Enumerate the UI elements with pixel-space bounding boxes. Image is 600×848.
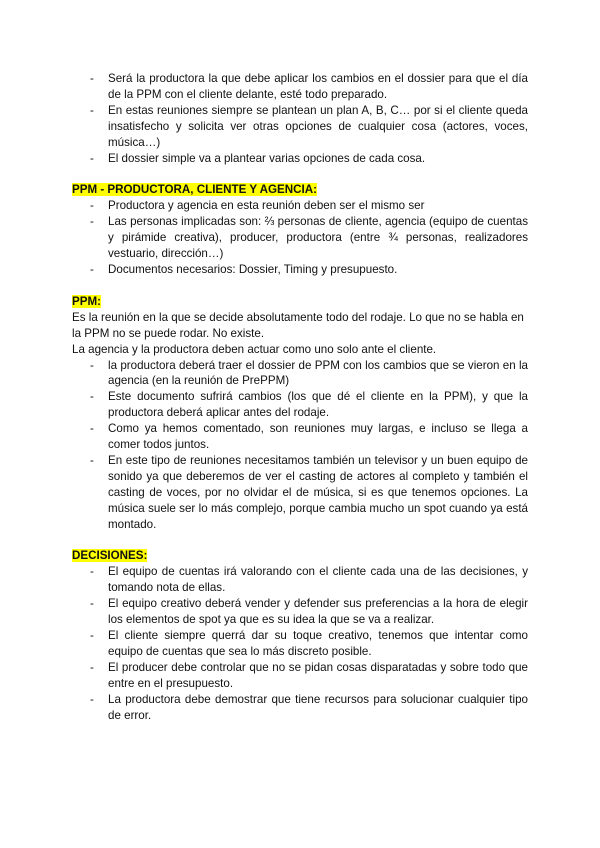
bullet-dash: - bbox=[90, 151, 94, 165]
list-item bbox=[72, 692, 528, 724]
list-item-text: Este documento sufrirá cambios (los que dé el cliente en la PPM), y que la productora deberá aplicar antes del rodaje. bbox=[108, 390, 528, 420]
section bbox=[72, 71, 528, 166]
document-body bbox=[72, 71, 528, 723]
list-item bbox=[72, 262, 528, 278]
section bbox=[72, 294, 528, 533]
heading-highlight: PPM - PRODUCTORA, CLIENTE Y AGENCIA: bbox=[72, 183, 317, 197]
list-item-text: La productora debe demostrar que tiene recursos para solucionar cualquier tipo de error. bbox=[108, 692, 528, 722]
list-item bbox=[72, 421, 528, 453]
list-item-text: El equipo de cuentas irá valorando con el cliente cada una de las decisiones, y tomando nota de ellas. bbox=[108, 565, 528, 595]
list-item-text: En este tipo de reuniones necesitamos también un televisor y un buen equipo de sonido ya que deberemos de ver el casting de actores al completo y también el casting de voces, por no olvidar el de música, si es que tenemos opciones. La música suele ser lo más complejo, porque cambia mucho un spot cuando ya está montado. bbox=[108, 453, 528, 531]
list-item-text: Productora y agencia en esta reunión deben ser el mismo ser bbox=[108, 199, 425, 213]
bullet-dash: - bbox=[90, 422, 94, 436]
list-item bbox=[72, 71, 528, 103]
list-item-text: Será la productora la que debe aplicar los cambios en el dossier para que el día de la PPM con el cliente delante, esté todo preparado. bbox=[108, 72, 528, 101]
list-item bbox=[72, 660, 528, 692]
section-heading bbox=[72, 294, 528, 310]
bullet-dash: - bbox=[90, 199, 94, 213]
section-heading bbox=[72, 548, 528, 564]
section bbox=[72, 182, 528, 277]
list-item-text: El cliente siempre querrá dar su toque creativo, tenemos que intentar como equipo de cuentas que sea lo más discreto posible. bbox=[108, 629, 528, 658]
list-item-text: la productora deberá traer el dossier de PPM con los cambios que se vieron en la agencia (en la reunión de PrePPM) bbox=[108, 358, 528, 388]
list-item-text: El dossier simple va a plantear varias opciones de cada cosa. bbox=[108, 151, 426, 165]
paragraph: La agencia y la productora deben actuar como uno solo ante el cliente. bbox=[72, 342, 437, 356]
list-item-text: El producer debe controlar que no se pidan cosas disparatadas y sobre todo que entre en el presupuesto. bbox=[108, 660, 528, 690]
list-item-text: Las personas implicadas son: ⅔ personas de cliente, agencia (equipo de cuentas y pirámide creativa), producer, productora (entre ¾ personas, realizadores vestuario, dirección…) bbox=[108, 215, 528, 261]
bullet-dash: - bbox=[90, 72, 94, 85]
bullet-dash: - bbox=[90, 692, 94, 706]
list-item bbox=[72, 103, 528, 151]
list-item bbox=[72, 628, 528, 660]
bullet-dash: - bbox=[90, 390, 94, 404]
bullet-list bbox=[72, 198, 528, 278]
bullet-dash: - bbox=[90, 453, 94, 467]
list-item bbox=[72, 596, 528, 628]
list-item bbox=[72, 453, 528, 533]
list-item-text: Documentos necesarios: Dossier, Timing y presupuesto. bbox=[108, 262, 398, 276]
heading-highlight: PPM: bbox=[72, 294, 101, 308]
list-item bbox=[72, 358, 528, 390]
list-item-text: El equipo creativo deberá vender y defender sus preferencias a la hora de elegir los elementos de spot ya que es su idea la que se va a realizar. bbox=[108, 597, 528, 627]
bullet-list bbox=[72, 564, 528, 723]
heading-highlight: DECISIONES: bbox=[72, 549, 148, 563]
bullet-dash: - bbox=[90, 262, 94, 276]
bullet-dash: - bbox=[90, 565, 94, 579]
bullet-dash: - bbox=[90, 215, 94, 229]
bullet-dash: - bbox=[90, 597, 94, 611]
list-item bbox=[72, 564, 528, 596]
list-item bbox=[72, 151, 528, 167]
paragraph: Es la reunión en la que se decide absolutamente todo del rodaje. Lo que no se habla en la PPM no se puede rodar. No existe. bbox=[72, 310, 524, 340]
bullet-dash: - bbox=[90, 103, 94, 117]
bullet-dash: - bbox=[90, 660, 94, 674]
list-item-text: Como ya hemos comentado, son reuniones muy largas, e incluso se llega a comer todos juntos. bbox=[108, 422, 528, 452]
list-item bbox=[72, 389, 528, 421]
bullet-list bbox=[72, 358, 528, 533]
section-heading bbox=[72, 182, 528, 198]
list-item bbox=[72, 214, 528, 262]
list-item-text: En estas reuniones siempre se plantean un plan A, B, C… por si el cliente queda insatisfecho y solicita ver otras opciones de cualquier cosa (actores, voces, música…) bbox=[108, 103, 528, 149]
section bbox=[72, 548, 528, 723]
bullet-list bbox=[72, 71, 528, 166]
list-item bbox=[72, 198, 528, 214]
bullet-dash: - bbox=[90, 629, 94, 642]
bullet-dash: - bbox=[90, 358, 94, 372]
